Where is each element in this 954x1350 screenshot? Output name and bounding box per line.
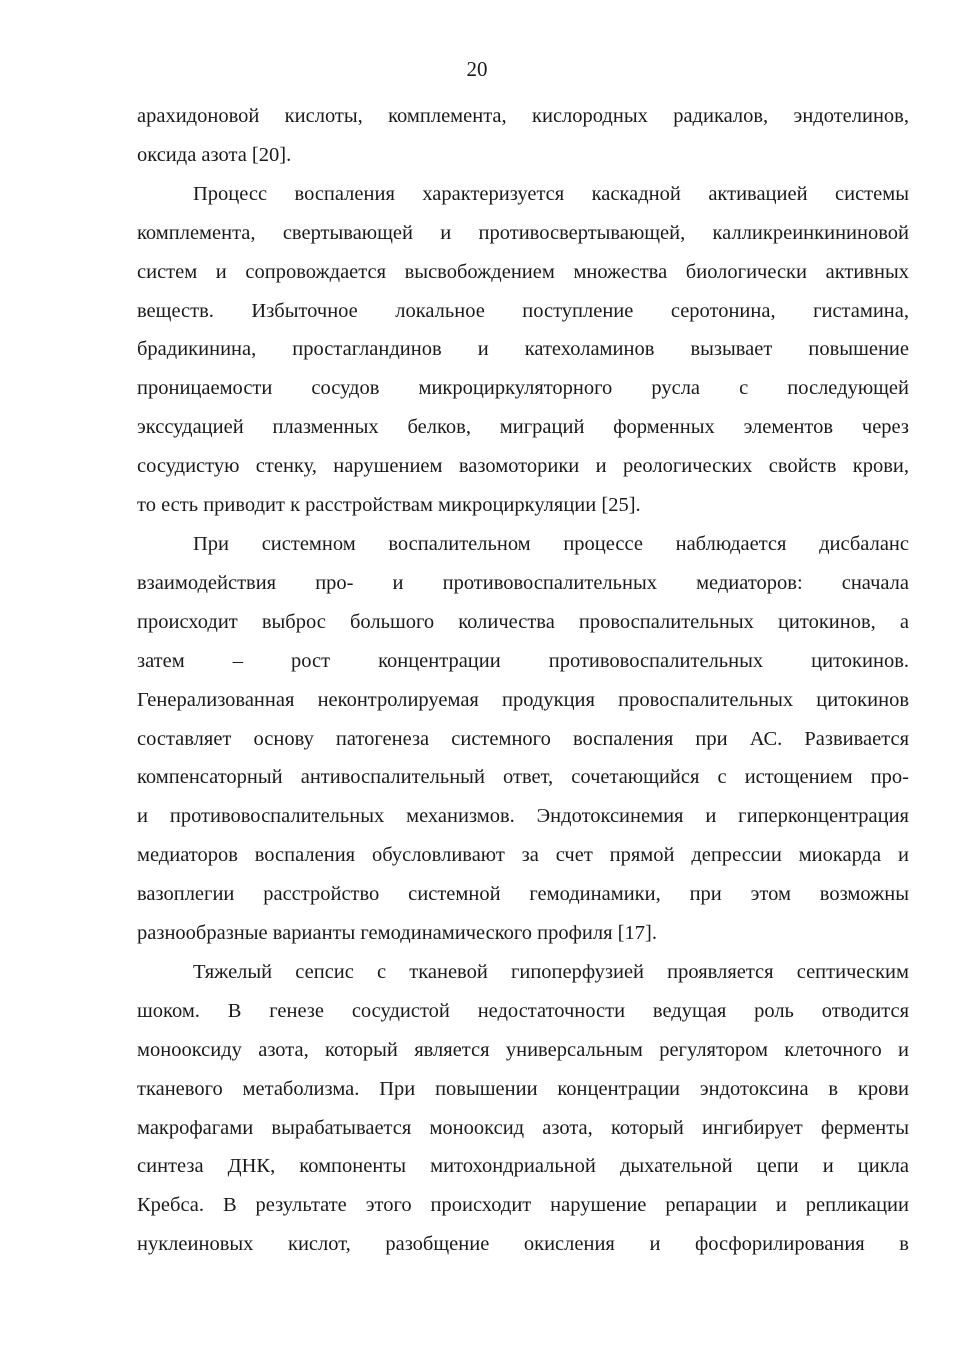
text-line: и противовоспалительных механизмов. Эндотоксинемия и гиперконцентрация bbox=[137, 805, 909, 828]
text-line: нуклеиновых кислот, разобщение окисления и фосфорилирования в bbox=[137, 1233, 909, 1256]
text-line: брадикинина, простагландинов и катехоламинов вызывает повышение bbox=[137, 338, 909, 361]
text-line: Тяжелый сепсис с тканевой гипоперфузией проявляется септическим bbox=[193, 960, 909, 983]
text-line: систем и сопровождается высвобождением множества биологически активных bbox=[137, 260, 909, 283]
text-line: проницаемости сосудов микроциркуляторного русла с последующей bbox=[137, 377, 909, 400]
text-line: монооксиду азота, который является универсальным регулятором клеточного и bbox=[137, 1038, 909, 1061]
text-line: составляет основу патогенеза системного воспаления при АС. Развивается bbox=[137, 727, 909, 750]
text-line: Кребса. В результате этого происходит нарушение репарации и репликации bbox=[137, 1194, 909, 1217]
text-line: сосудистую стенку, нарушением вазомоторики и реологических свойств крови, bbox=[137, 455, 909, 478]
text-line: арахидоновой кислоты, комплемента, кислородных радикалов, эндотелинов, bbox=[137, 105, 909, 127]
text-line: взаимодействия про- и противовоспалительных медиаторов: сначала bbox=[137, 571, 909, 594]
paragraph-1 bbox=[137, 97, 909, 175]
text-line: компенсаторный антивоспалительный ответ, сочетающийся с истощением про- bbox=[137, 766, 909, 789]
paragraph-3 bbox=[137, 525, 909, 953]
text-line: затем – рост концентрации противовоспалительных цитокинов. bbox=[137, 649, 909, 672]
text-line: медиаторов воспаления обусловливают за счет прямой депрессии миокарда и bbox=[137, 844, 909, 867]
text-line: то есть приводит к расстройствам микроциркуляции [25]. bbox=[137, 494, 641, 517]
text-line: тканевого метаболизма. При повышении концентрации эндотоксина в крови bbox=[137, 1077, 909, 1100]
text-line: экссудацией плазменных белков, миграций форменных элементов через bbox=[137, 416, 909, 439]
paragraph-2 bbox=[137, 175, 909, 525]
text-line: Процесс воспаления характеризуется каскадной активацией системы bbox=[193, 182, 909, 205]
paragraph-4 bbox=[137, 953, 909, 1264]
text-line: синтеза ДНК, компоненты митохондриальной дыхательной цепи и цикла bbox=[137, 1155, 909, 1178]
text-line: происходит выброс большого количества провоспалительных цитокинов, а bbox=[137, 610, 909, 633]
text-line: вазоплегии расстройство системной гемодинамики, при этом возможны bbox=[137, 883, 909, 906]
text-line: При системном воспалительном процессе наблюдается дисбаланс bbox=[193, 532, 909, 555]
text-line: макрофагами вырабатывается монооксид азота, который ингибирует ферменты bbox=[137, 1116, 909, 1139]
text-line: разнообразные варианты гемодинамического профиля [17]. bbox=[137, 922, 657, 945]
text-line: шоком. В генезе сосудистой недостаточности ведущая роль отводится bbox=[137, 999, 909, 1022]
page-number: 20 bbox=[466, 57, 488, 81]
text-line: Генерализованная неконтролируемая продукция провоспалительных цитокинов bbox=[137, 688, 909, 711]
text-line: веществ. Избыточное локальное поступление серотонина, гистамина, bbox=[137, 299, 909, 322]
body-text bbox=[137, 97, 909, 1264]
text-line: комплемента, свертывающей и противосвертывающей, калликреинкининовой bbox=[137, 221, 909, 244]
text-line: оксида азота [20]. bbox=[137, 143, 292, 166]
